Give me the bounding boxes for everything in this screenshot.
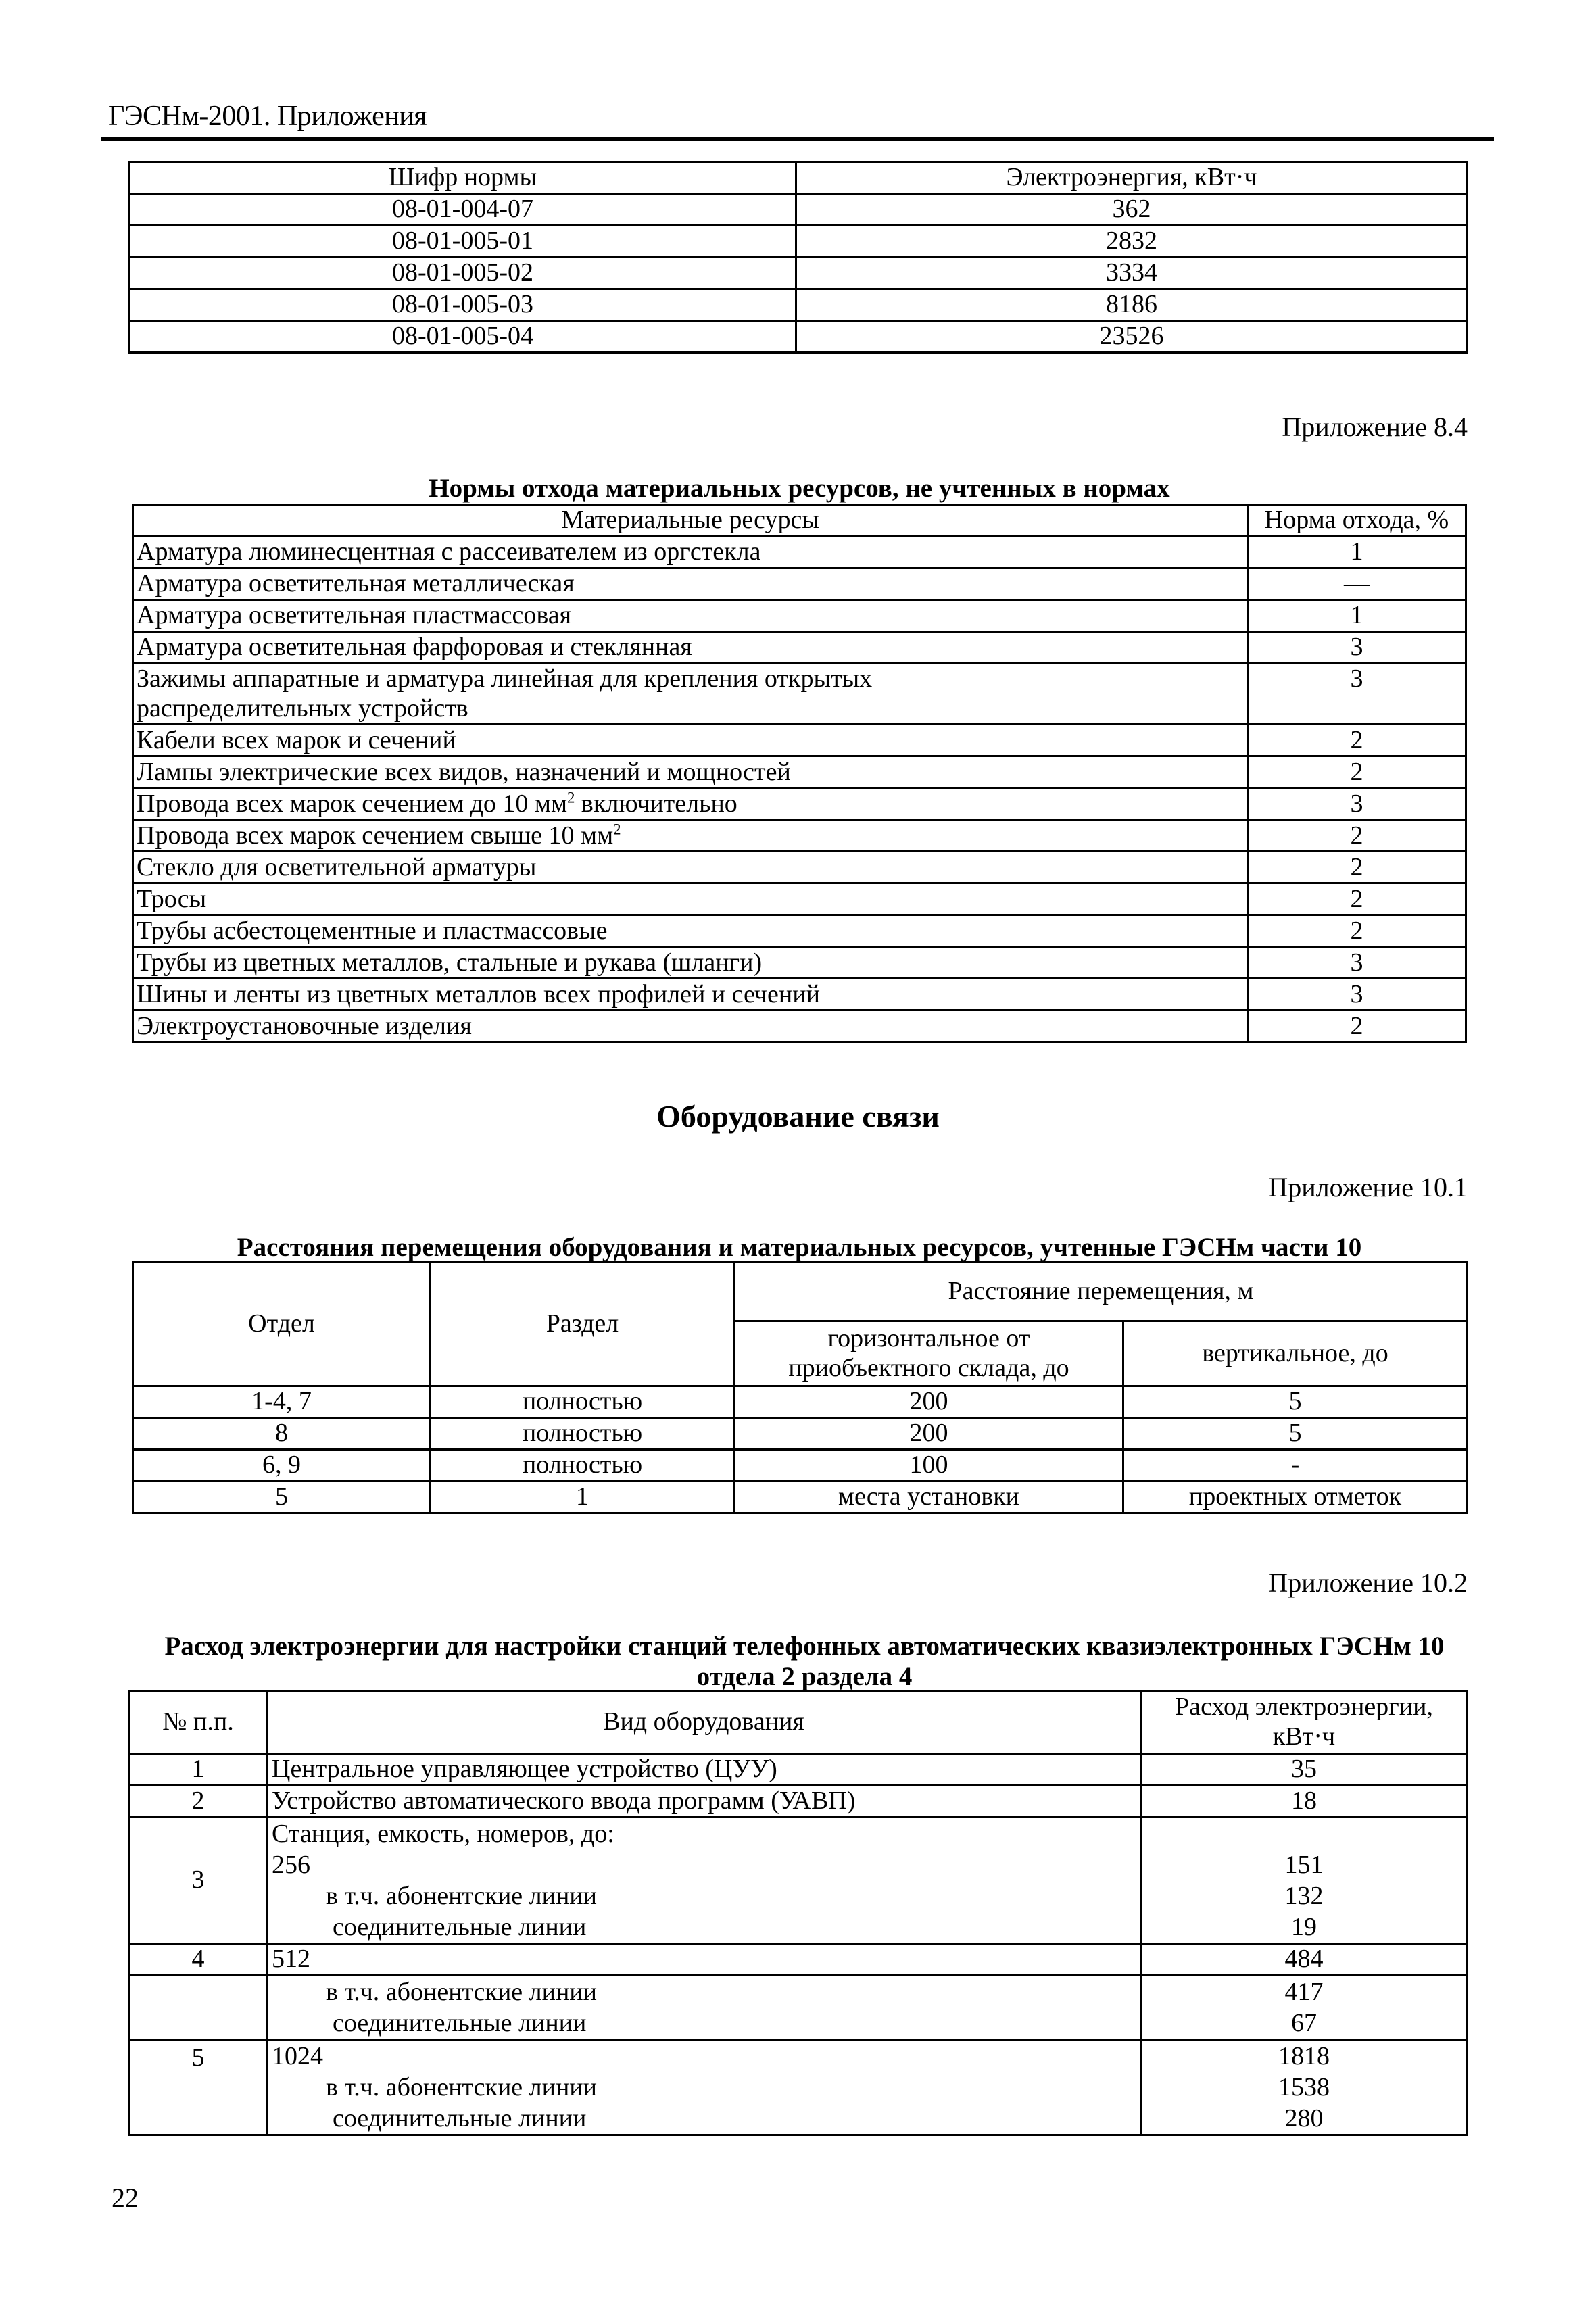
waste-norm: 2 [1248, 1010, 1466, 1042]
resource-name: Трубы асбестоцементные и пластмассовые [133, 915, 1248, 947]
subscriber-lines-label: в т.ч. абонентские линии [326, 2073, 597, 2101]
waste-norms-table [132, 504, 1467, 1043]
table-row [130, 321, 1468, 353]
energy-value: 18 [1141, 1786, 1468, 1818]
norm-code: 08-01-005-03 [130, 289, 796, 321]
table-row [133, 1482, 1468, 1513]
energy-total: 151 [1284, 1851, 1324, 1879]
table-row [130, 258, 1468, 289]
energy-value [1141, 1976, 1468, 2040]
resource-name: Стекло для осветительной арматуры [133, 852, 1248, 883]
norm-code: 08-01-005-02 [130, 258, 796, 289]
subscriber-lines-label: в т.ч. абонентские линии [326, 1882, 597, 1910]
resource-text: Провода всех марок сечением свыше 10 мм [137, 821, 614, 850]
column-header: № п.п. [130, 1691, 267, 1754]
equipment-name [267, 2040, 1141, 2135]
horizontal-distance: 200 [735, 1386, 1123, 1418]
table-title: Нормы отхода материальных ресурсов, не учтенных в нормах [429, 474, 1170, 503]
waste-norm: 3 [1248, 788, 1466, 820]
section-heading: Оборудование связи [656, 1099, 940, 1134]
table-row [133, 947, 1466, 979]
column-header: Вид оборудования [267, 1691, 1141, 1754]
table-row [133, 537, 1466, 568]
section: полностью [431, 1386, 735, 1418]
table-row [130, 1976, 1468, 2040]
equipment-name: Устройство автоматического ввода программ (УАВП) [267, 1786, 1141, 1818]
table-header-row [130, 1691, 1468, 1754]
equipment-name [267, 1976, 1141, 2040]
header-rule [101, 137, 1494, 141]
row-number: 4 [130, 1944, 267, 1976]
department: 1-4, 7 [133, 1386, 431, 1418]
energy-value [1141, 2040, 1468, 2135]
resource-name: Шины и ленты из цветных металлов всех профилей и сечений [133, 979, 1248, 1010]
energy-value: 3334 [796, 258, 1468, 289]
superscript: 2 [613, 820, 621, 837]
vertical-distance: 5 [1123, 1418, 1468, 1450]
table-header-row [130, 162, 1468, 194]
horizontal-distance: места установки [735, 1482, 1123, 1513]
column-header: Расход электроэнергии, кВт·ч [1141, 1691, 1468, 1754]
department: 6, 9 [133, 1450, 431, 1482]
table-row [133, 1010, 1466, 1042]
page-number: 22 [112, 2183, 139, 2213]
horizontal-distance: 100 [735, 1450, 1123, 1482]
resource-name [133, 788, 1248, 820]
table-row [130, 1818, 1468, 1944]
column-header: Электроэнергия, кВт·ч [796, 162, 1468, 194]
table-row [130, 1754, 1468, 1786]
trunk-lines-label: соединительные линии [333, 2009, 587, 2037]
table-row [133, 568, 1466, 600]
norm-code: 08-01-005-01 [130, 226, 796, 258]
table-row [130, 289, 1468, 321]
energy-value: 362 [796, 194, 1468, 226]
resource-name: Электроустановочные изделия [133, 1010, 1248, 1042]
norm-code: 08-01-004-07 [130, 194, 796, 226]
waste-norm: 2 [1248, 756, 1466, 788]
appendix-label: Приложение 8.4 [1282, 412, 1468, 442]
column-header: Раздел [431, 1263, 735, 1386]
table-row [133, 725, 1466, 756]
table-row [133, 820, 1466, 852]
column-header: Норма отхода, % [1248, 505, 1466, 537]
department: 8 [133, 1418, 431, 1450]
waste-norm: 1 [1248, 600, 1466, 632]
table-title: Расстояния перемещения оборудования и материальных ресурсов, учтенные ГЭСНм части 10 [237, 1233, 1362, 1262]
subscriber-lines-label: в т.ч. абонентские линии [326, 1978, 597, 2006]
table-header-row [133, 1263, 1468, 1321]
resource-text: Провода всех марок сечением до 10 мм [137, 789, 568, 818]
column-header: горизонтальное от приобъектного склада, до [735, 1321, 1123, 1386]
norm-energy-table [128, 161, 1468, 354]
energy-subscriber: 417 [1284, 1978, 1324, 2006]
norm-code: 08-01-005-04 [130, 321, 796, 353]
energy-subscriber: 1538 [1278, 2073, 1330, 2101]
vertical-distance: проектных отметок [1123, 1482, 1468, 1513]
table-row [133, 1386, 1468, 1418]
running-header: ГЭСНм-2001. Приложения [108, 101, 427, 132]
table-row [133, 600, 1466, 632]
resource-name [133, 820, 1248, 852]
energy-trunk: 280 [1284, 2104, 1324, 2133]
station-energy-table [128, 1690, 1468, 2136]
energy-value: 35 [1141, 1754, 1468, 1786]
spacer [1146, 1818, 1462, 1849]
energy-trunk: 67 [1291, 2009, 1317, 2037]
resource-name: Арматура люминесцентная с рассеивателем из оргстекла [133, 537, 1248, 568]
appendix-label: Приложение 10.2 [1268, 1567, 1468, 1598]
table-row [133, 883, 1466, 915]
waste-norm: 2 [1248, 725, 1466, 756]
energy-value: 23526 [796, 321, 1468, 353]
equipment-name [267, 1818, 1141, 1944]
energy-value: 8186 [796, 289, 1468, 321]
row-number: 2 [130, 1786, 267, 1818]
appendix-label: Приложение 10.1 [1268, 1172, 1468, 1202]
waste-norm: — [1248, 568, 1466, 600]
energy-total: 1818 [1278, 2042, 1330, 2070]
waste-norm: 2 [1248, 852, 1466, 883]
column-header: Отдел [133, 1263, 431, 1386]
waste-norm: 2 [1248, 915, 1466, 947]
table-row [133, 915, 1466, 947]
column-header: вертикальное, до [1123, 1321, 1468, 1386]
table-row [133, 1418, 1468, 1450]
table-row [133, 852, 1466, 883]
table-row [130, 226, 1468, 258]
table-row [133, 1450, 1468, 1482]
capacity: 1024 [272, 2042, 323, 2070]
capacity: 512 [267, 1944, 1141, 1976]
energy-value [1141, 1818, 1468, 1944]
equipment-name: Центральное управляющее устройство (ЦУУ) [267, 1754, 1141, 1786]
vertical-distance: 5 [1123, 1386, 1468, 1418]
department: 5 [133, 1482, 431, 1513]
column-header: Материальные ресурсы [133, 505, 1248, 537]
waste-norm: 3 [1248, 979, 1466, 1010]
section: полностью [431, 1450, 735, 1482]
table-row [130, 194, 1468, 226]
column-group-header: Расстояние перемещения, м [735, 1263, 1468, 1321]
waste-norm: 2 [1248, 820, 1466, 852]
energy-trunk: 19 [1291, 1913, 1317, 1941]
waste-norm: 1 [1248, 537, 1466, 568]
resource-name: Лампы электрические всех видов, назначений и мощностей [133, 756, 1248, 788]
energy-value: 484 [1141, 1944, 1468, 1976]
table-row [133, 979, 1466, 1010]
horizontal-distance: 200 [735, 1418, 1123, 1450]
table-row [130, 1786, 1468, 1818]
trunk-lines-label: соединительные линии [333, 2104, 587, 2133]
waste-norm: 2 [1248, 883, 1466, 915]
table-row [130, 1944, 1468, 1976]
waste-norm: 3 [1248, 664, 1466, 725]
energy-value: 2832 [796, 226, 1468, 258]
row-number [130, 1976, 267, 2040]
waste-norm: 3 [1248, 632, 1466, 664]
table-title-line-1: Расход электроэнергии для настройки станций телефонных автоматических квазиэлектронных ГЭСНм 10 [164, 1632, 1445, 1661]
vertical-distance: - [1123, 1450, 1468, 1482]
row-number: 5 [130, 2040, 267, 2135]
row-number: 3 [130, 1818, 267, 1944]
table-row [133, 632, 1466, 664]
table-row [133, 756, 1466, 788]
table-row [133, 788, 1466, 820]
resource-name: Трубы из цветных металлов, стальные и рукава (шланги) [133, 947, 1248, 979]
table-row [133, 664, 1466, 725]
station-intro: Станция, емкость, номеров, до: [272, 1820, 614, 1848]
energy-subscriber: 132 [1284, 1882, 1324, 1910]
resource-text: включительно [575, 789, 737, 818]
section: 1 [431, 1482, 735, 1513]
resource-name: Зажимы аппаратные и арматура линейная для крепления открытых распределительных устройств [133, 664, 1248, 725]
section: полностью [431, 1418, 735, 1450]
resource-name: Арматура осветительная металлическая [133, 568, 1248, 600]
table-title-line-2: отдела 2 раздела 4 [696, 1662, 913, 1691]
capacity: 256 [272, 1851, 310, 1879]
column-header: Шифр нормы [130, 162, 796, 194]
row-number: 1 [130, 1754, 267, 1786]
resource-name: Арматура осветительная пластмассовая [133, 600, 1248, 632]
superscript: 2 [567, 788, 575, 806]
resource-name: Кабели всех марок и сечений [133, 725, 1248, 756]
resource-name: Тросы [133, 883, 1248, 915]
movement-distance-table [132, 1261, 1468, 1514]
trunk-lines-label: соединительные линии [333, 1913, 587, 1941]
waste-norm: 3 [1248, 947, 1466, 979]
resource-name: Арматура осветительная фарфоровая и стеклянная [133, 632, 1248, 664]
table-header-row [133, 505, 1466, 537]
table-row [130, 2040, 1468, 2135]
